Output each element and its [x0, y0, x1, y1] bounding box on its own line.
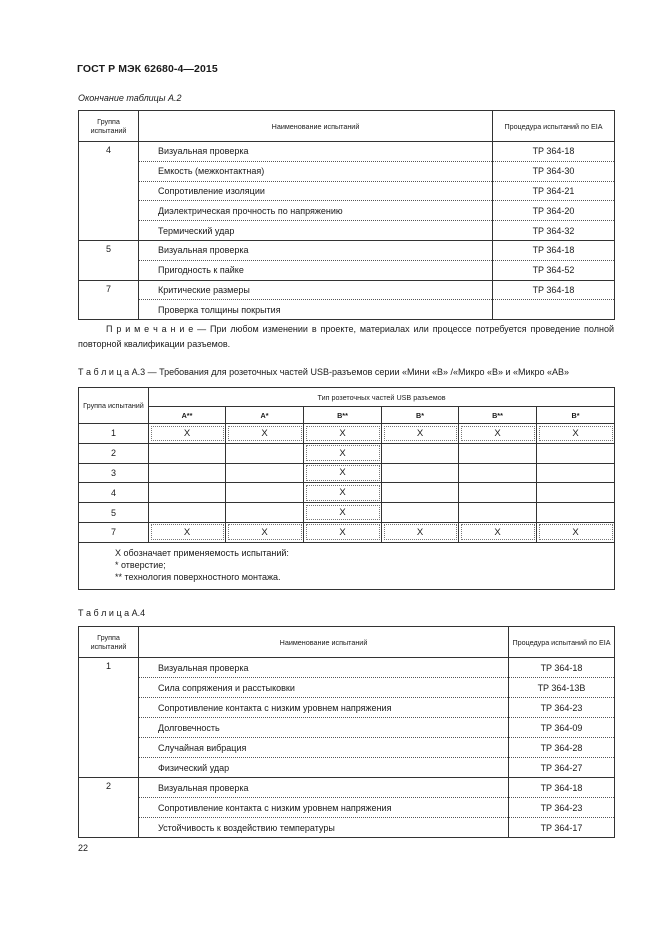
- type-column-header: A*: [226, 407, 304, 424]
- group-number-cell: [79, 698, 139, 718]
- procedure-cell: TP 364-28: [509, 738, 615, 758]
- table-a3-caption: [78, 367, 618, 377]
- table-row: [79, 818, 615, 838]
- applicability-cell: X: [304, 503, 382, 523]
- procedure-cell: TP 364-52: [493, 260, 615, 280]
- table-row: [79, 201, 615, 221]
- applicability-cell: [459, 483, 537, 503]
- test-name-cell: Сила сопряжения и расстыковки: [139, 678, 509, 698]
- test-name-cell: Визуальная проверка: [139, 658, 509, 678]
- applicability-cell: [149, 463, 226, 483]
- applicability-cell: [537, 483, 615, 503]
- procedure-cell: TP 364-20: [493, 201, 615, 221]
- applicability-cell: [382, 503, 459, 523]
- applicability-cell: X: [382, 522, 459, 542]
- table-a2: [78, 110, 615, 320]
- applicability-cell: [459, 443, 537, 463]
- applicability-cell: X: [304, 463, 382, 483]
- column-header: Группа испытаний: [79, 627, 139, 658]
- applicability-cell: [226, 443, 304, 463]
- legend-line: X обозначает применяемость испытаний:: [115, 547, 289, 558]
- procedure-cell: TP 364-09: [509, 718, 615, 738]
- table-a4-caption: Т а б л и ц а А.4: [78, 608, 146, 618]
- table-row: [79, 300, 615, 320]
- applicability-cell: [537, 443, 615, 463]
- applicability-cell: [537, 503, 615, 523]
- procedure-cell: TP 364-23: [509, 798, 615, 818]
- applicability-cell: X: [304, 522, 382, 542]
- test-name-cell: Визуальная проверка: [139, 240, 493, 260]
- group-number-cell: [79, 798, 139, 818]
- group-number-cell: [79, 678, 139, 698]
- column-header: Процедура испытаний по EIA: [509, 627, 615, 658]
- type-column-header: B*: [382, 407, 459, 424]
- table-row: [79, 424, 615, 444]
- procedure-cell: TP 364-18: [493, 142, 615, 162]
- group-number-cell: 4: [79, 483, 149, 503]
- column-header: Наименование испытаний: [139, 111, 493, 142]
- procedure-cell: TP 364-21: [493, 181, 615, 201]
- type-column-header: B**: [459, 407, 537, 424]
- applicability-cell: [149, 443, 226, 463]
- table-row: [79, 522, 615, 542]
- table-row: [79, 798, 615, 818]
- column-header: Наименование испытаний: [139, 627, 509, 658]
- applicability-cell: [382, 443, 459, 463]
- group-number-cell: [79, 221, 139, 241]
- procedure-cell: TP 364-32: [493, 221, 615, 241]
- group-number-cell: [79, 300, 139, 320]
- table-row: [79, 698, 615, 718]
- group-number-cell: 7: [79, 522, 149, 542]
- table-row: [79, 443, 615, 463]
- group-number-cell: [79, 758, 139, 778]
- table-a3-caption-text: — Требования для розеточных частей USB-разъемов серии «Мини «B» /«Микро «B» и «Микро «AB»: [145, 367, 570, 377]
- header-row: [79, 111, 615, 142]
- test-name-cell: Диэлектрическая прочность по напряжению: [139, 201, 493, 221]
- group-number-cell: [79, 260, 139, 280]
- column-header: Группа испытаний: [79, 111, 139, 142]
- table-row: [79, 718, 615, 738]
- table-row: [79, 142, 615, 162]
- applicability-cell: X: [304, 443, 382, 463]
- legend-line: ** технология поверхностного монтажа.: [115, 571, 281, 582]
- type-header: Тип розеточных частей USB разъемов: [149, 388, 615, 407]
- table-row: [79, 658, 615, 678]
- group-number-cell: 5: [79, 503, 149, 523]
- legend-cell: [79, 542, 615, 589]
- legend-row: [79, 542, 615, 589]
- applicability-cell: [149, 483, 226, 503]
- applicability-cell: [226, 463, 304, 483]
- applicability-cell: [382, 483, 459, 503]
- procedure-cell: TP 364-30: [493, 161, 615, 181]
- table-a2-caption: Окончание таблицы А.2: [78, 93, 182, 103]
- test-name-cell: Термический удар: [139, 221, 493, 241]
- group-number-cell: 7: [79, 280, 139, 300]
- note-text: — При любом изменении в проекте, материалах или процессе потребуется проведение полной повторной квалификации разъемов.: [78, 324, 614, 349]
- legend-line: * отверстие;: [115, 559, 166, 570]
- test-name-cell: Сопротивление контакта с низким уровнем напряжения: [139, 798, 509, 818]
- table-row: [79, 678, 615, 698]
- table-row: [79, 181, 615, 201]
- applicability-cell: [226, 483, 304, 503]
- group-number-cell: 3: [79, 463, 149, 483]
- procedure-cell: TP 364-13B: [509, 678, 615, 698]
- procedure-cell: TP 364-18: [509, 658, 615, 678]
- table-a3-caption-label: Т а б л и ц а А.3: [78, 367, 146, 377]
- applicability-cell: X: [459, 522, 537, 542]
- test-name-cell: Устойчивость к воздействию температуры: [139, 818, 509, 838]
- procedure-cell: TP 364-27: [509, 758, 615, 778]
- header-row: [79, 627, 615, 658]
- applicability-cell: X: [537, 424, 615, 444]
- applicability-cell: [459, 463, 537, 483]
- group-number-cell: 2: [79, 778, 139, 798]
- applicability-cell: [226, 503, 304, 523]
- group-number-cell: 4: [79, 142, 139, 162]
- table-row: [79, 240, 615, 260]
- applicability-cell: [149, 503, 226, 523]
- table-a4: [78, 626, 615, 838]
- group-number-cell: 1: [79, 658, 139, 678]
- header-row-2: [79, 407, 615, 424]
- test-name-cell: Визуальная проверка: [139, 142, 493, 162]
- test-name-cell: Сопротивление контакта с низким уровнем напряжения: [139, 698, 509, 718]
- type-column-header: B**: [304, 407, 382, 424]
- table-row: [79, 758, 615, 778]
- table-a3: [78, 387, 615, 590]
- applicability-cell: [537, 463, 615, 483]
- group-number-cell: [79, 718, 139, 738]
- group-number-cell: [79, 161, 139, 181]
- column-header: Процедура испытаний по EIA: [493, 111, 615, 142]
- test-name-cell: Визуальная проверка: [139, 778, 509, 798]
- group-header: Группа испытаний: [79, 388, 149, 424]
- applicability-cell: X: [459, 424, 537, 444]
- applicability-cell: X: [149, 522, 226, 542]
- table-row: [79, 161, 615, 181]
- applicability-cell: X: [382, 424, 459, 444]
- test-name-cell: Сопротивление изоляции: [139, 181, 493, 201]
- group-number-cell: [79, 181, 139, 201]
- test-name-cell: Физический удар: [139, 758, 509, 778]
- table-row: [79, 503, 615, 523]
- table-row: [79, 738, 615, 758]
- type-column-header: A**: [149, 407, 226, 424]
- group-number-cell: [79, 818, 139, 838]
- table-a2-note: [78, 322, 614, 352]
- note-label: П р и м е ч а н и е: [106, 324, 194, 334]
- type-column-header: B*: [537, 407, 615, 424]
- table-row: [79, 778, 615, 798]
- procedure-cell: TP 364-18: [493, 280, 615, 300]
- table-row: [79, 463, 615, 483]
- test-name-cell: Емкость (межконтактная): [139, 161, 493, 181]
- test-name-cell: Пригодность к пайке: [139, 260, 493, 280]
- table-row: [79, 483, 615, 503]
- applicability-cell: X: [226, 424, 304, 444]
- table-row: [79, 221, 615, 241]
- procedure-cell: [493, 300, 615, 320]
- applicability-cell: X: [226, 522, 304, 542]
- procedure-cell: TP 364-17: [509, 818, 615, 838]
- procedure-cell: TP 364-23: [509, 698, 615, 718]
- group-number-cell: [79, 201, 139, 221]
- group-number-cell: [79, 738, 139, 758]
- group-number-cell: 1: [79, 424, 149, 444]
- table-row: [79, 280, 615, 300]
- header-row-1: [79, 388, 615, 407]
- test-name-cell: Долговечность: [139, 718, 509, 738]
- test-name-cell: Проверка толщины покрытия: [139, 300, 493, 320]
- procedure-cell: TP 364-18: [509, 778, 615, 798]
- page-number: 22: [78, 843, 89, 853]
- applicability-cell: [382, 463, 459, 483]
- applicability-cell: [459, 503, 537, 523]
- test-name-cell: Случайная вибрация: [139, 738, 509, 758]
- applicability-cell: X: [304, 483, 382, 503]
- procedure-cell: TP 364-18: [493, 240, 615, 260]
- applicability-cell: X: [537, 522, 615, 542]
- group-number-cell: 5: [79, 240, 139, 260]
- applicability-cell: X: [149, 424, 226, 444]
- group-number-cell: 2: [79, 443, 149, 463]
- applicability-cell: X: [304, 424, 382, 444]
- test-name-cell: Критические размеры: [139, 280, 493, 300]
- table-row: [79, 260, 615, 280]
- document-header: ГОСТ Р МЭК 62680-4—2015: [77, 63, 218, 75]
